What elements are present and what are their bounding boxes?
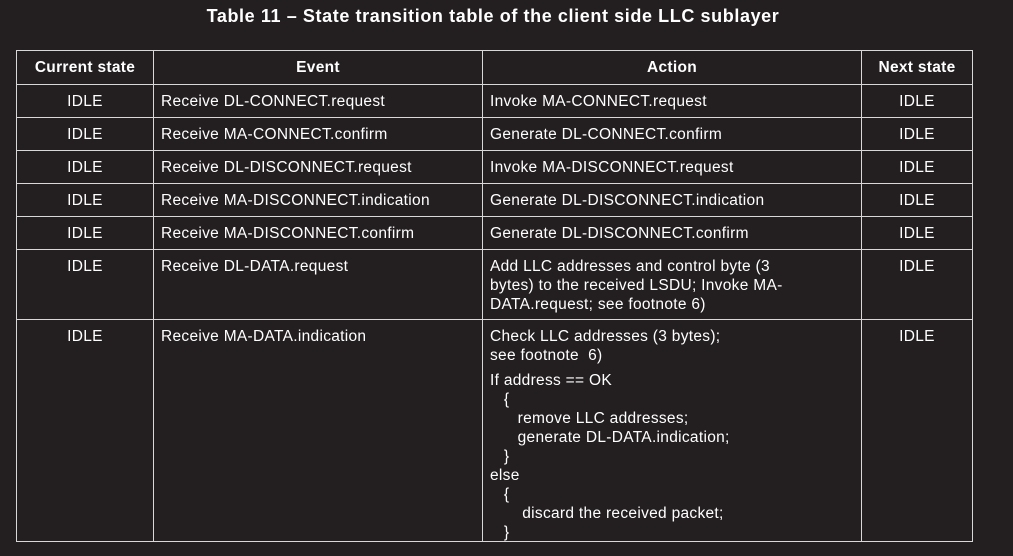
table-row (17, 85, 973, 118)
action-line: Add LLC addresses and control byte (3 (490, 258, 770, 275)
header-action: Action (483, 51, 862, 85)
cell-current-state: IDLE (17, 118, 154, 151)
cell-current-state: IDLE (17, 250, 154, 320)
table-row (17, 151, 973, 184)
cell-action (483, 250, 862, 320)
cell-event: Receive MA-CONNECT.confirm (154, 118, 483, 151)
cell-action: Invoke MA-CONNECT.request (483, 85, 862, 118)
cell-next-state: IDLE (862, 118, 973, 151)
table-row (17, 118, 973, 151)
cell-current-state: IDLE (17, 85, 154, 118)
header-event: Event (154, 51, 483, 85)
cell-event: Receive MA-DISCONNECT.confirm (154, 217, 483, 250)
header-next-state: Next state (862, 51, 973, 85)
cell-event: Receive DL-CONNECT.request (154, 85, 483, 118)
code-line: discard the received packet; (490, 505, 724, 522)
cell-event: Receive DL-DISCONNECT.request (154, 151, 483, 184)
state-transition-table (16, 50, 973, 542)
cell-next-state: IDLE (862, 85, 973, 118)
cell-event: Receive DL-DATA.request (154, 250, 483, 320)
cell-current-state: IDLE (17, 184, 154, 217)
action-line: Check LLC addresses (3 bytes); (490, 328, 721, 345)
table-row (17, 217, 973, 250)
cell-next-state: IDLE (862, 184, 973, 217)
code-line: } (490, 524, 510, 541)
code-line: { (490, 391, 510, 408)
action-line: bytes) to the received LSDU; Invoke MA- (490, 277, 783, 294)
cell-next-state: IDLE (862, 217, 973, 250)
cell-action (483, 320, 862, 542)
cell-action: Generate DL-DISCONNECT.indication (483, 184, 862, 217)
table-title: Table 11 – State transition table of the client side LLC sublayer (206, 6, 780, 26)
table-row (17, 184, 973, 217)
cell-next-state: IDLE (862, 320, 973, 542)
cell-next-state: IDLE (862, 151, 973, 184)
code-line: } (490, 448, 510, 465)
cell-action: Invoke MA-DISCONNECT.request (483, 151, 862, 184)
cell-event: Receive MA-DISCONNECT.indication (154, 184, 483, 217)
code-line: If address == OK (490, 372, 612, 389)
code-line: else (490, 467, 520, 484)
action-line: see footnote 6) (490, 347, 603, 364)
header-current-state: Current state (17, 51, 154, 85)
cell-next-state: IDLE (862, 250, 973, 320)
cell-current-state: IDLE (17, 320, 154, 542)
table-row (17, 250, 973, 320)
table-header-row (17, 51, 973, 85)
table-row (17, 320, 973, 542)
action-line: DATA.request; see footnote 6) (490, 296, 706, 313)
cell-action: Generate DL-DISCONNECT.confirm (483, 217, 862, 250)
cell-current-state: IDLE (17, 151, 154, 184)
cell-event: Receive MA-DATA.indication (154, 320, 483, 542)
action-pseudocode (490, 327, 854, 541)
cell-action: Generate DL-CONNECT.confirm (483, 118, 862, 151)
code-line: { (490, 486, 510, 503)
code-line: remove LLC addresses; (490, 410, 689, 427)
cell-current-state: IDLE (17, 217, 154, 250)
code-line: generate DL-DATA.indication; (490, 429, 730, 446)
